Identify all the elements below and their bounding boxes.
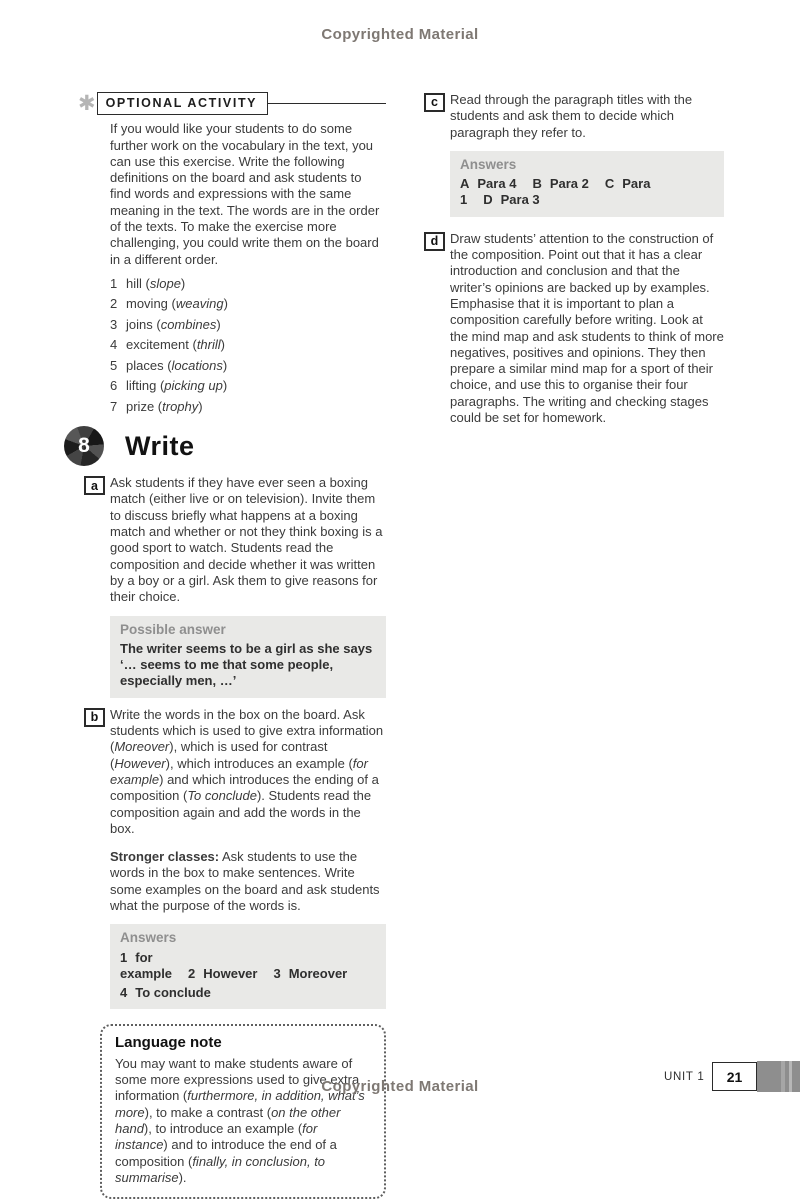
text-segment: Ask students to use the words in the box to make sentences. Write some examples on the board and ask students what the purpose of the words is.: [110, 849, 380, 913]
text-segment: However: [114, 755, 166, 771]
answer-pair: 2 However: [188, 965, 258, 981]
language-note-text: [115, 1056, 371, 1186]
page-number-box: 21: [712, 1062, 757, 1091]
answers-rows-b: [120, 950, 376, 1002]
vocab-item: 4 excitement ( thrill ): [110, 337, 225, 353]
text-segment: for example: [110, 755, 368, 787]
optional-activity-intro: If you would like your students to do some further work on the vocabulary in the text, you can use this exercise. Write the following definitions on the board and ask students to find words and expressions with the same meaning in the text. The words are in the order of the texts. To make the exercise more challenging, you could write them on the board in a different order.: [110, 121, 380, 267]
text-segment: finally, in conclusion, to summarise: [115, 1153, 326, 1185]
language-note-title: Language note: [115, 1034, 222, 1052]
step-d-text: Draw students’ attention to the construction of the composition. Point out that it has a clear introduction and conclusion and that the writer’s opinions are backed up by examples. Emphasise that it is important to plan a composition carefully before writing. Look at the mind map and ask students to think of more negatives, positives and opinions. They then prepare a similar mind map for a sport of their choice, and use this to organise their four paragraphs. The writing and checking stages could be set for homework.: [450, 230, 724, 426]
answers-box-c: [450, 151, 724, 217]
answer-pair: 1 for example: [120, 949, 173, 981]
answer-row: [460, 176, 714, 209]
possible-answer-heading: Possible answer: [120, 621, 226, 637]
answer-row: [120, 950, 376, 983]
answer-pair: D Para 3: [483, 192, 540, 208]
answers-rows-c: [460, 176, 714, 209]
step-b-text: [110, 707, 386, 837]
answer-row: [120, 985, 376, 1001]
vocab-item: 1 hill ( slope ): [110, 275, 186, 291]
unit-label: UNIT 1: [664, 1071, 705, 1083]
answers-heading-b: Answers: [120, 930, 177, 946]
optional-activity-header: [78, 92, 386, 115]
step-c: [424, 92, 724, 141]
step-letter-c: c: [424, 93, 445, 112]
answer-pair: 4 To conclude: [120, 985, 211, 1001]
text-segment: ). Students read the composition again and add the words in the box.: [110, 788, 372, 836]
step-letter-b: b: [84, 708, 105, 727]
text-segment: for instance: [115, 1120, 318, 1153]
copyright-notice-bottom: Copyrighted Material: [321, 1078, 479, 1095]
text-segment: ) and which introduces the ending of a composition (: [110, 771, 379, 804]
text-segment: ) and to introduce the end of a composition (: [115, 1137, 337, 1169]
step-a: [84, 475, 386, 605]
vocab-item: 7 prize ( trophy ): [110, 398, 203, 414]
answer-pair: C Para 1: [460, 176, 651, 208]
copyright-notice-top: Copyrighted Material: [321, 26, 479, 43]
step-c-text: Read through the paragraph titles with the students and ask them to decide which paragraph they refer to.: [450, 92, 693, 140]
text-segment: ).: [178, 1169, 187, 1185]
step-b: [84, 707, 386, 837]
vocab-list: [110, 276, 386, 415]
step-letter-a: a: [84, 476, 105, 495]
stronger-classes-note: [110, 849, 386, 914]
possible-answer-box: [110, 616, 386, 698]
vocab-item: 5 places ( locations ): [110, 357, 228, 373]
vocab-item: 3 joins ( combines ): [110, 316, 221, 332]
text-segment: ), to make a contrast (: [144, 1104, 272, 1120]
text-segment: ), which is used for contrast (: [110, 739, 328, 771]
section-number-badge: 8: [64, 426, 104, 466]
language-note-box: [100, 1024, 386, 1199]
section-title: Write: [125, 431, 195, 462]
text-segment: To conclude: [187, 788, 257, 804]
answer-pair: 3 Moreover: [273, 965, 348, 981]
text-segment: Moreover: [114, 739, 170, 755]
text-segment: Write the words in the box on the board. Ask students which is used to give extra information (: [110, 706, 384, 755]
step-letter-d: d: [424, 232, 445, 251]
answer-pair: B Para 2: [532, 176, 589, 192]
right-column: [424, 92, 724, 426]
text-segment: ), to introduce an example (: [143, 1120, 303, 1136]
write-section-header: [64, 426, 386, 466]
header-rule: [268, 103, 386, 105]
text-segment: ), which introduces an example (: [165, 755, 353, 771]
text-segment: on the other hand: [115, 1104, 341, 1136]
left-column: [78, 92, 386, 1199]
vocab-item: 6 lifting ( picking up ): [110, 378, 228, 394]
step-a-text: Ask students if they have ever seen a boxing match (either live or on television). Invite them to discuss briefly what happens at a boxing match and whether or not they think boxing is a good sport to watch. Students read the composition and decide whether it was written by a boy or a girl. Ask them to give reasons for their choice.: [110, 475, 383, 605]
text-segment: You may want to make students aware of some more expressions used to give extra information (: [115, 1055, 360, 1104]
answers-box-b: [110, 924, 386, 1009]
vocab-item: 2 moving ( weaving ): [110, 296, 228, 312]
step-d: [424, 231, 724, 427]
optional-activity-title: OPTIONAL ACTIVITY: [97, 92, 269, 115]
text-segment: furthermore, in addition, what’s more: [115, 1088, 365, 1120]
answer-pair: A Para 4: [460, 176, 517, 192]
text-segment: Stronger classes:: [110, 849, 220, 865]
asterisk-flower-icon: ✱: [78, 92, 96, 116]
answers-heading-c: Answers: [460, 156, 517, 172]
possible-answer-text: The writer seems to be a girl as she says ‘… seems to me that some people, especially men, …’: [120, 640, 373, 689]
